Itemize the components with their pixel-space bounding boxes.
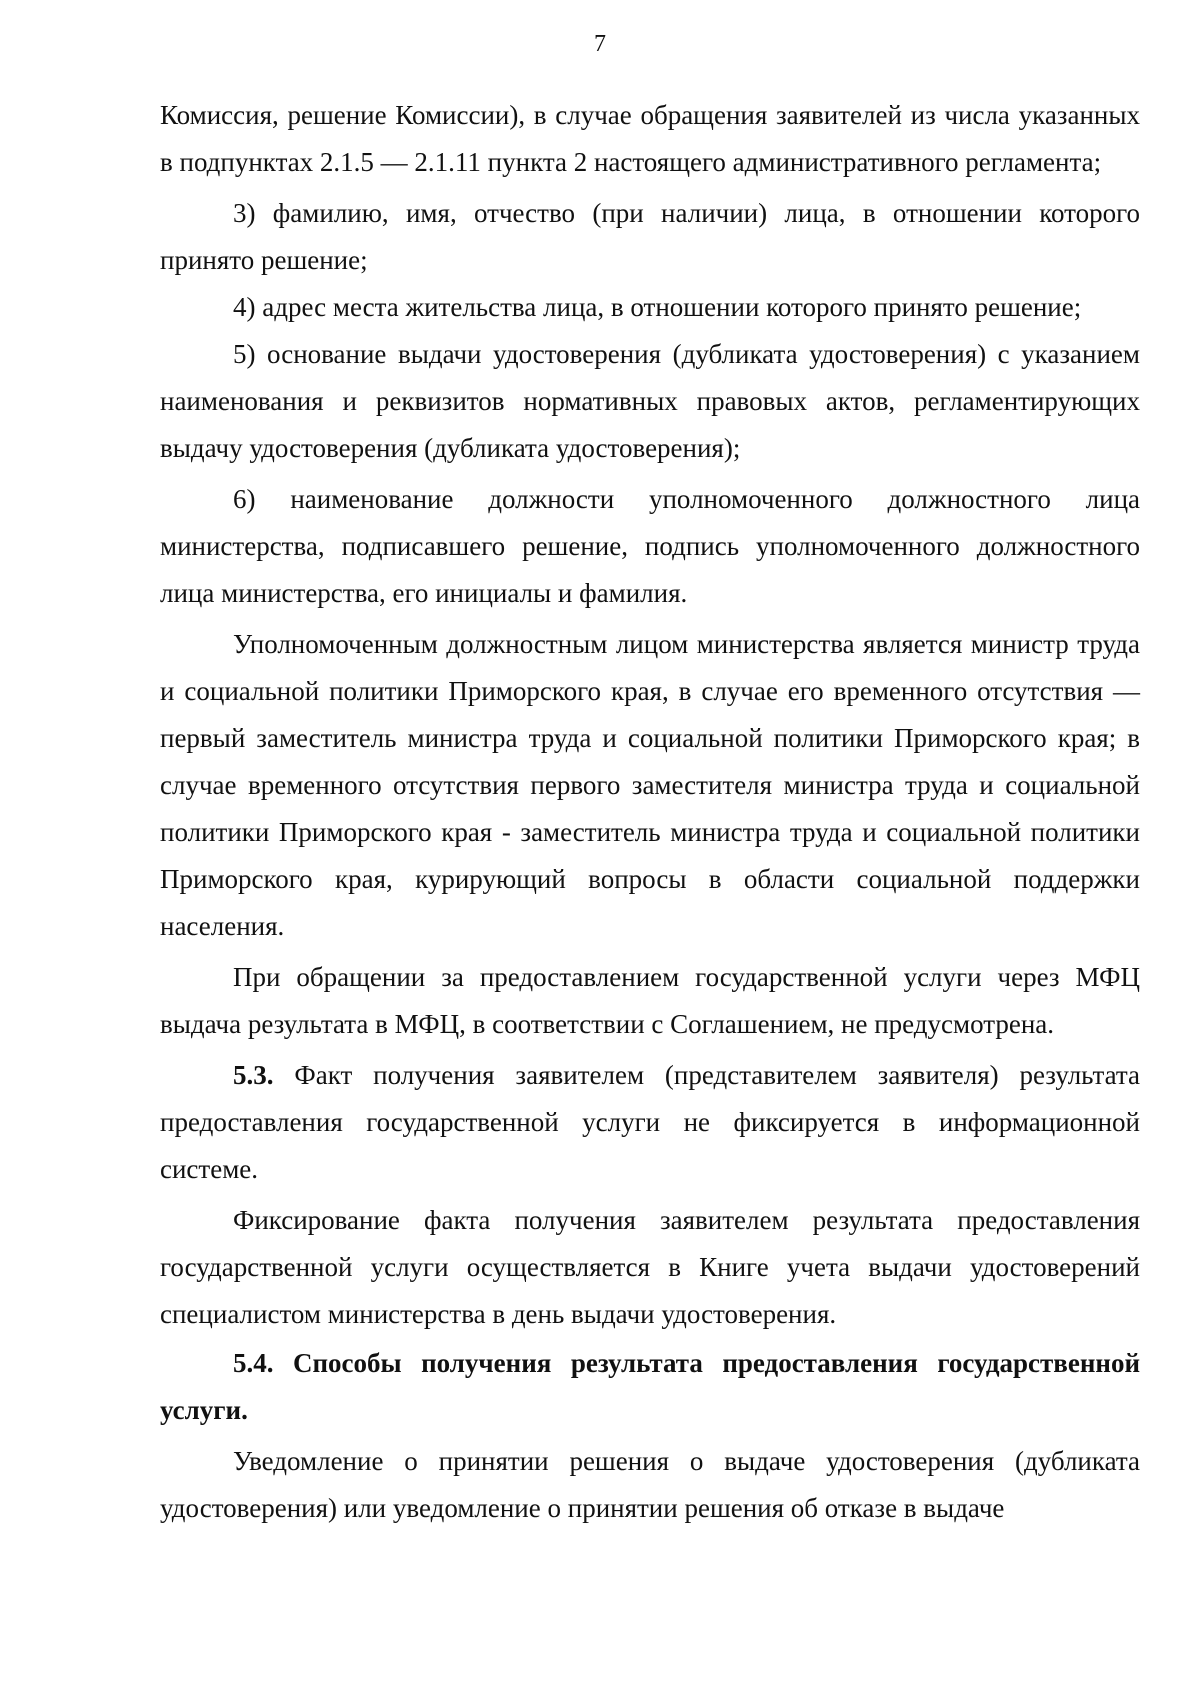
section-5-3: [160, 1052, 1140, 1193]
section-5-3-text: Факт получения заявителем (представителем заявителя) результата предоставления государственной услуги не фиксируется в информационной системе.: [160, 1060, 1140, 1184]
paragraph-authorized-person: Уполномоченным должностным лицом министерства является министр труда и социальной политики Приморского края, в случае его временного отсутствия — первый заместитель министра труда и социальной политики Приморского края; в случае временного отсутствия первого заместителя министра труда и социальной политики Приморского края - заместитель министра труда и социальной политики Приморского края, курирующий вопросы в области социальной поддержки населения.: [160, 629, 1140, 941]
paragraph-notification: Уведомление о принятии решения о выдаче удостоверения (дубликата удостоверения) или уведомление о принятии решения об отказе в выдаче: [160, 1446, 1140, 1523]
section-5-4-heading: 5.4. Способы получения результата предоставления государственной услуги.: [160, 1348, 1140, 1425]
paragraph-continuation: Комиссия, решение Комиссии), в случае обращения заявителей из числа указанных в подпунктах 2.1.5 — 2.1.11 пункта 2 настоящего административного регламента;: [160, 100, 1140, 177]
list-item-4: 4) адрес места жительства лица, в отношении которого принято решение;: [233, 292, 1082, 322]
page-number: 7: [594, 31, 606, 57]
section-5-3-number: 5.3.: [233, 1060, 274, 1090]
paragraph-fixation: Фиксирование факта получения заявителем результата предоставления государственной услуги осуществляется в Книге учета выдачи удостоверений специалистом министерства в день выдачи удостоверения.: [160, 1205, 1140, 1329]
paragraph-mfc: При обращении за предоставлением государственной услуги через МФЦ выдача результата в МФЦ, в соответствии с Соглашением, не предусмотрена.: [160, 962, 1140, 1039]
list-item-3: 3) фамилию, имя, отчество (при наличии) лица, в отношении которого принято решение;: [160, 198, 1140, 275]
list-item-6: 6) наименование должности уполномоченного должностного лица министерства, подписавшего решение, подпись уполномоченного должностного лица министерства, его инициалы и фамилия.: [160, 484, 1140, 608]
document-body: [160, 92, 1140, 1532]
list-item-5: 5) основание выдачи удостоверения (дубликата удостоверения) с указанием наименования и реквизитов нормативных правовых актов, регламентирующих выдачу удостоверения (дубликата удостоверения);: [160, 339, 1140, 463]
